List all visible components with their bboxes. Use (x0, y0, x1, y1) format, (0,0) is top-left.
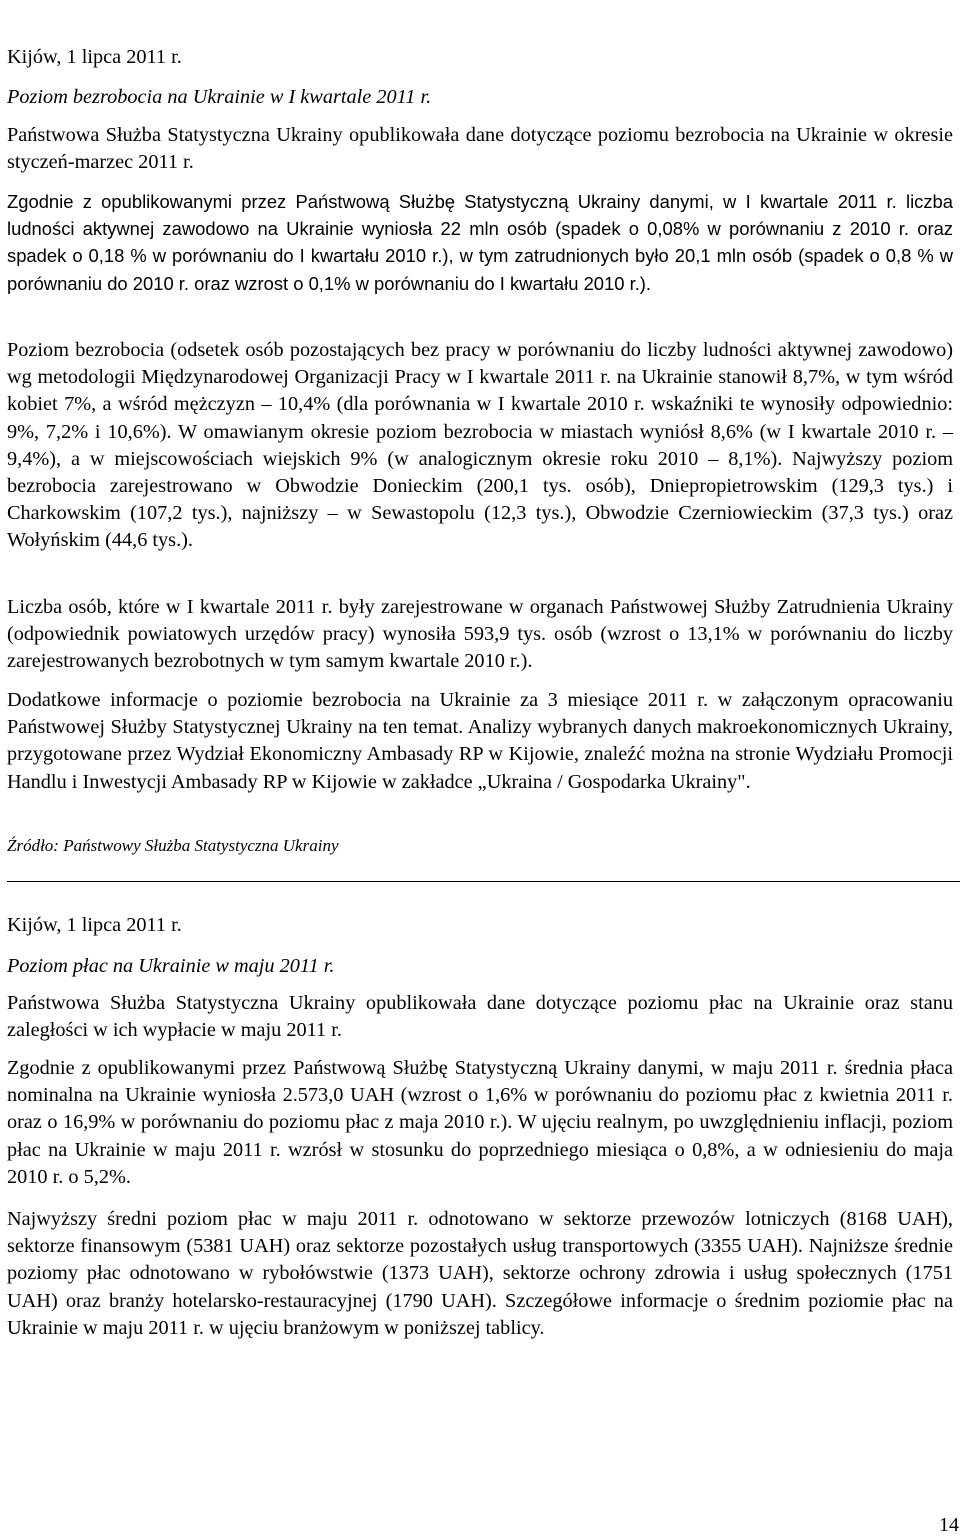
article1-paragraph-5: Dodatkowe informacje o poziomie bezrobocia na Ukrainie za 3 miesiące 2011 r. w załączonym opracowaniu Państwowej Służby Statystycznej Ukrainy na ten temat. Analizy wybranych danych makroekonomicznych Ukrainy, przygotowane przez Wydział Ekonomiczny Ambasady RP w Kijowie, znaleźć można na stronie Wydziału Promocji Handlu i Inwestycji Ambasady RP w Kijowie w zakładce „Ukraina / Gospodarka Ukrainy". (7, 689, 953, 793)
article2-paragraph-2: Zgodnie z opublikowanymi przez Państwową Służbę Statystyczną Ukrainy danymi, w maju 2011 r. średnia płaca nominalna na Ukrainie wyniosła 2.573,0 UAH (wzrost o 1,6% w porównaniu do poziomu płac z kwietnia 2011 r. oraz o 16,9% w porównaniu do poziomu płac z maja 2010 r.). W ujęciu realnym, po uwzględnieniu inflacji, poziom płac na Ukrainie w maju 2011 r. wzrósł w stosunku do poprzedniego miesiąca o 0,8%, a w odniesieniu do maja 2010 r. o 5,2%. (7, 1057, 953, 1188)
article2-title: Poziom płac na Ukrainie w maju 2011 r. (7, 955, 335, 977)
article1-title: Poziom bezrobocia na Ukrainie w I kwartale 2011 r. (7, 86, 432, 108)
page-number: 14 (939, 1514, 959, 1536)
article2-dateline: Kijów, 1 lipca 2011 r. (7, 914, 182, 936)
article1-source: Źródło: Państwowy Służba Statystyczna Ukrainy (7, 836, 339, 855)
section-divider (7, 881, 960, 882)
article1-paragraph-4: Liczba osób, które w I kwartale 2011 r. były zarejestrowane w organach Państwowej Służby Zatrudnienia Ukrainy (odpowiednik powiatowych urzędów pracy) wynosiła 593,9 tys. osób (wzrost o 13,1% w porównaniu do liczby zarejestrowanych bezrobotnych w tym samym kwartale 2010 r.). (7, 596, 953, 673)
article1-paragraph-2: Zgodnie z opublikowanymi przez Państwową Służbę Statystyczną Ukrainy danymi, w I kwartale 2011 r. liczba ludności aktywnej zawodowo na Ukrainie wyniosła 22 mln osób (spadek o 0,08% w porównaniu z 2010 r. oraz spadek o 0,18 % w porównaniu do I kwartału 2010 r.), w tym zatrudnionych było 20,1 mln osób (spadek o 0,8 % w porównaniu do 2010 r. oraz wzrost o 0,1% w porównaniu do I kwartału 2010 r.). (7, 191, 953, 294)
article2-paragraph-3: Najwyższy średni poziom płac w maju 2011 r. odnotowano w sektorze przewozów lotniczych (8168 UAH), sektorze finansowym (5381 UAH) oraz sektorze pozostałych usług transportowych (3355 UAH). Najniższe średnie poziomy płac odnotowano w rybołówstwie (1373 UAH), sektorze ochrony zdrowia i usług społecznych (1751 UAH) oraz branży hotelarsko-restauracyjnej (1790 UAH). Szczegółowe informacje o średnim poziomie płac na Ukrainie w maju 2011 r. w ujęciu branżowym w poniższej tablicy. (7, 1208, 953, 1339)
article1-paragraph-1: Państwowa Służba Statystyczna Ukrainy opublikowała dane dotyczące poziomu bezrobocia na Ukrainie w okresie styczeń-marzec 2011 r. (7, 124, 953, 174)
article2-paragraph-1: Państwowa Służba Statystyczna Ukrainy opublikowała dane dotyczące poziomu płac na Ukrainie oraz stanu zaległości w ich wypłacie w maju 2011 r. (7, 992, 953, 1042)
article1-dateline: Kijów, 1 lipca 2011 r. (7, 46, 182, 68)
article1-paragraph-3: Poziom bezrobocia (odsetek osób pozostających bez pracy w porównaniu do liczby ludności aktywnej zawodowo) wg metodologii Międzynarodowej Organizacji Pracy w I kwartale 2011 r. na Ukrainie stanowił 8,7%, w tym wśród kobiet 7%, a wśród mężczyzn – 10,4% (dla porównania w I kwartale 2010 r. wskaźniki te wynosiły odpowiednio: 9%, 7,2% i 10,6%). W omawianym okresie poziom bezrobocia w miastach wyniósł 8,6% (w I kwartale 2010 r. – 9,4%), a w miejscowościach wiejskich 9% (w analogicznym okresie roku 2010 – 8,1%). Najwyższy poziom bezrobocia zarejestrowano w Obwodzie Donieckim (200,1 tys. osób), Dniepropietrowskim (129,3 tys.) i Charkowskim (107,2 tys.), najniższy – w Sewastopolu (12,3 tys.), Obwodzie Czerniowieckim (37,3 tys.) oraz Wołyńskim (44,6 tys.). (7, 339, 953, 552)
